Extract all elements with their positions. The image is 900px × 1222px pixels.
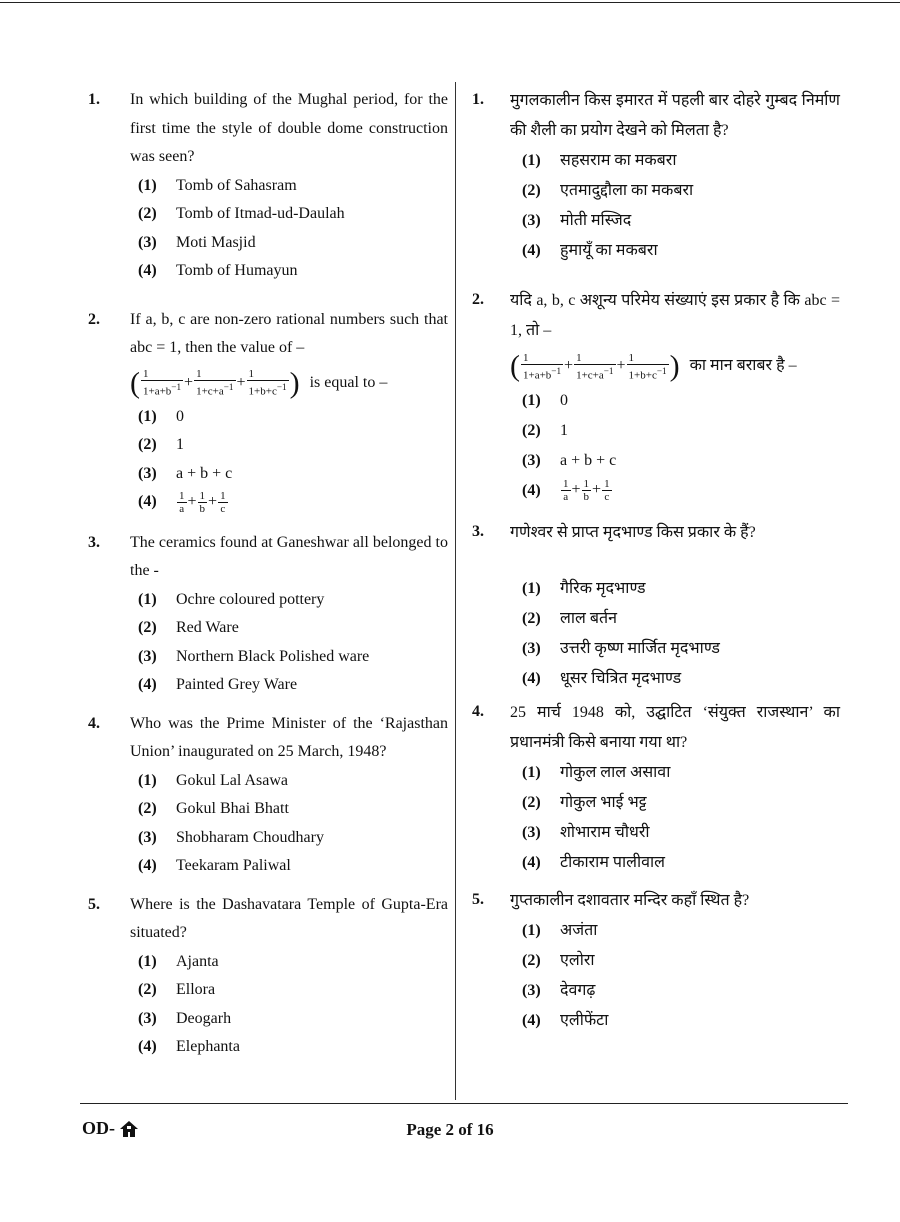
- option-text: गोकुल लाल असावा: [560, 764, 671, 781]
- option-3: [522, 634, 840, 664]
- option-text: Elephanta: [176, 1038, 240, 1055]
- fraction: $\frac{1}{b}$: [199, 489, 206, 515]
- fraction: $\frac{1}{a}$: [179, 489, 185, 515]
- fraction: $\frac{1}{1+a+b^{-1}}$: [523, 351, 562, 382]
- option-text: एलोरा: [560, 952, 595, 969]
- option-number: (1): [522, 922, 541, 939]
- option-text: Red Ware: [176, 619, 239, 636]
- question-text-body: यदि a, b, c अशून्य परिमेय संख्याएं इस प्रकार है कि abc = 1, तो –: [510, 292, 840, 339]
- option-4: [138, 1033, 448, 1062]
- option-number: (4): [138, 676, 157, 693]
- option-number: (3): [138, 464, 157, 482]
- question-text-body: 25 मार्च 1948 को, उद्घाटित ‘संयुक्त राजस्थान’ का प्रधानमंत्री किसे बनाया गया था?: [510, 704, 840, 751]
- option-3: [138, 824, 448, 853]
- question-2: [88, 306, 448, 517]
- question-number: 5.: [472, 891, 484, 908]
- question-1: [88, 86, 448, 286]
- option-2: [522, 604, 840, 634]
- footer-rule: [80, 1103, 848, 1104]
- question-4: [88, 710, 448, 881]
- question-text: [510, 698, 840, 758]
- option-4: [138, 852, 448, 881]
- question-text: [130, 529, 448, 586]
- option-2: [522, 946, 840, 976]
- reciprocal-sum: $\frac{1}{a}$ + $\frac{1}{b}$ + $\frac{1}{c}$: [563, 477, 610, 503]
- option-2: [138, 795, 448, 824]
- option-1: [138, 586, 448, 615]
- question-expression: [510, 346, 840, 386]
- question-1: [472, 86, 840, 266]
- option-1: [522, 574, 840, 604]
- question-number: 3.: [88, 533, 100, 551]
- expression-tail: is equal to –: [305, 373, 388, 391]
- option-text: शोभाराम चौधरी: [560, 824, 650, 841]
- question-4: [472, 698, 840, 878]
- option-text: Painted Grey Ware: [176, 676, 298, 693]
- option-text: Gokul Lal Asawa: [176, 771, 288, 789]
- option-text: गोकुल भाई भट्ट: [560, 794, 647, 811]
- option-text: टीकाराम पालीवाल: [560, 854, 666, 871]
- expression: ( $\frac{1}{1+a+b^{-1}}$ + $\frac{1}{1+c+a^{-1}}$ + $\frac{1}{1+b+c^{-1}}$ ): [510, 349, 680, 383]
- option-3: [522, 206, 840, 236]
- reciprocal-sum: $\frac{1}{a}$ + $\frac{1}{b}$ + $\frac{1}{c}$: [179, 489, 226, 515]
- spacer: [472, 548, 840, 574]
- fraction: $\frac{1}{1+b+c^{-1}}$: [248, 368, 287, 398]
- option-4: [138, 257, 448, 286]
- option-number: (2): [522, 952, 541, 969]
- option-text: Tomb of Itmad-ud-Daulah: [176, 205, 345, 222]
- option-number: (4): [138, 857, 157, 874]
- option-2: [138, 200, 448, 229]
- question-number: 2.: [472, 291, 484, 308]
- question-number: 5.: [88, 895, 100, 913]
- question-text: [510, 86, 840, 146]
- option-number: (2): [138, 436, 157, 453]
- option-text: Gokul Bhai Bhatt: [176, 800, 289, 817]
- option-text: a + b + c: [176, 464, 233, 482]
- option-text: Shobharam Choudhary: [176, 828, 324, 846]
- option-1: [138, 403, 448, 432]
- option-4: [522, 1006, 840, 1036]
- question-text-body: Where is the Dashavatara Temple of Gupta-Era situated?: [130, 895, 448, 941]
- question-text-body: मुगलकालीन किस इमारत में पहली बार दोहरे गुम्बद निर्माण की शैली का प्रयोग देखने को मिलता है?: [510, 92, 840, 139]
- column-divider: [455, 82, 456, 1100]
- option-2: [522, 416, 840, 446]
- option-number: (3): [522, 212, 541, 229]
- question-text-body: Who was the Prime Minister of the ‘Rajasthan Union’ inaugurated on 25 March, 1948?: [130, 714, 448, 760]
- fraction: $\frac{1}{1+a+b^{-1}}$: [143, 368, 182, 398]
- option-text: Ellora: [176, 981, 216, 998]
- option-text: लाल बर्तन: [560, 610, 617, 627]
- option-number: (2): [138, 619, 157, 636]
- question-number: 3.: [472, 523, 484, 540]
- option-number: (2): [522, 182, 541, 199]
- option-4: [522, 664, 840, 694]
- question-text-body: If a, b, c are non-zero rational numbers such that abc = 1, then the value of –: [130, 310, 448, 356]
- question-3: [88, 529, 448, 700]
- option-1: [522, 758, 840, 788]
- question-2: [472, 286, 840, 506]
- option-2: [138, 431, 448, 460]
- question-number: 1.: [472, 91, 484, 108]
- question-text: [130, 891, 448, 948]
- fraction: $\frac{1}{1+c+a^{-1}}$: [576, 351, 614, 382]
- option-number: (4): [138, 262, 157, 279]
- question-text-body: गणेश्वर से प्राप्त मृदभाण्ड किस प्रकार के हैं?: [510, 524, 756, 541]
- fraction: $\frac{1}{c}$: [604, 477, 610, 503]
- option-4: [138, 671, 448, 700]
- option-number: (4): [522, 854, 541, 871]
- option-3: [522, 976, 840, 1006]
- option-1: [138, 948, 448, 977]
- question-text: [510, 886, 840, 916]
- option-text: Deogarh: [176, 1009, 232, 1027]
- option-3: [522, 446, 840, 476]
- option-4: [522, 476, 840, 506]
- question-text: [510, 518, 840, 548]
- paper-code-text: OD-: [82, 1118, 115, 1138]
- option-number: (2): [522, 610, 541, 627]
- option-number: (4): [138, 493, 157, 510]
- option-2: [522, 788, 840, 818]
- option-number: (1): [522, 580, 541, 597]
- option-number: (2): [138, 205, 157, 222]
- expression-tail: का मान बराबर है –: [685, 357, 797, 374]
- option-number: (1): [138, 590, 157, 608]
- option-number: (4): [522, 670, 541, 687]
- question-number: 4.: [88, 714, 100, 732]
- option-text: 1: [176, 436, 184, 453]
- option-4: [138, 488, 448, 517]
- option-number: (3): [138, 828, 157, 846]
- option-text: अजंता: [560, 922, 598, 939]
- option-number: (4): [138, 1038, 157, 1055]
- question-3: [472, 518, 840, 694]
- option-number: (1): [522, 152, 541, 169]
- question-text: [510, 286, 840, 346]
- option-3: [138, 1005, 448, 1034]
- option-number: (1): [522, 764, 541, 781]
- option-1: [522, 916, 840, 946]
- option-text: a + b + c: [560, 452, 617, 469]
- option-1: [522, 146, 840, 176]
- option-text: Tomb of Humayun: [176, 262, 298, 279]
- option-number: (2): [138, 800, 157, 817]
- option-text: Ochre coloured pottery: [176, 590, 325, 608]
- question-expression: [130, 363, 448, 403]
- option-number: (2): [138, 981, 157, 998]
- option-text: गैरिक मृदभाण्ड: [560, 580, 646, 597]
- option-text: Ajanta: [176, 952, 219, 970]
- hindi-column: [472, 86, 840, 1036]
- option-text: धूसर चित्रित मृदभाण्ड: [560, 670, 682, 687]
- option-text: 0: [560, 392, 568, 409]
- option-number: (3): [138, 647, 157, 665]
- option-number: (2): [522, 794, 541, 811]
- option-number: (1): [138, 176, 157, 194]
- option-text: 0: [176, 407, 184, 425]
- option-text: देवगढ़: [560, 982, 596, 999]
- option-2: [138, 976, 448, 1005]
- expression: ( $\frac{1}{1+a+b^{-1}}$ + $\frac{1}{1+c+a^{-1}}$ + $\frac{1}{1+b+c^{-1}}$ ): [130, 365, 300, 399]
- option-number: (3): [522, 824, 541, 841]
- option-text: Moti Masjid: [176, 233, 256, 251]
- option-3: [138, 229, 448, 258]
- question-text: [130, 86, 448, 172]
- question-text: [130, 306, 448, 363]
- question-5: [88, 891, 448, 1062]
- option-4: [522, 236, 840, 266]
- fraction: $\frac{1}{b}$: [583, 477, 590, 503]
- question-text-body: The ceramics found at Ganeshwar all belonged to the -: [130, 533, 448, 579]
- option-number: (3): [522, 640, 541, 657]
- option-1: [138, 172, 448, 201]
- option-number: (1): [138, 952, 157, 970]
- option-text: एतमादुद्दौला का मकबरा: [560, 182, 694, 199]
- option-number: (4): [522, 482, 541, 499]
- option-text: 1: [560, 422, 568, 439]
- option-number: (4): [522, 1012, 541, 1029]
- question-text-body: गुप्तकालीन दशावतार मन्दिर कहाँ स्थित है?: [510, 892, 750, 909]
- option-1: [522, 386, 840, 416]
- option-4: [522, 848, 840, 878]
- option-number: (3): [522, 982, 541, 999]
- fraction: $\frac{1}{1+b+c^{-1}}$: [628, 351, 667, 382]
- option-text: Northern Black Polished ware: [176, 647, 370, 665]
- option-2: [138, 614, 448, 643]
- option-text: सहसराम का मकबरा: [560, 152, 677, 169]
- option-number: (1): [138, 771, 157, 789]
- question-text-body: In which building of the Mughal period, for the first time the style of double dome construction was seen?: [130, 91, 448, 165]
- option-number: (3): [138, 1009, 157, 1027]
- fraction: $\frac{1}{a}$: [563, 477, 569, 503]
- question-5: [472, 886, 840, 1036]
- question-number: 2.: [88, 310, 100, 328]
- option-number: (4): [522, 242, 541, 259]
- fraction: $\frac{1}{1+c+a^{-1}}$: [196, 368, 234, 398]
- question-number: 4.: [472, 703, 484, 720]
- option-number: (3): [138, 233, 157, 251]
- option-text: मोती मस्जिद: [560, 212, 632, 229]
- option-number: (3): [522, 452, 541, 469]
- option-2: [522, 176, 840, 206]
- option-1: [138, 767, 448, 796]
- option-3: [138, 460, 448, 489]
- option-3: [522, 818, 840, 848]
- option-number: (2): [522, 422, 541, 439]
- fraction: $\frac{1}{c}$: [220, 489, 226, 515]
- option-3: [138, 643, 448, 672]
- page-number: Page 2 of 16: [406, 1120, 494, 1139]
- option-text: हुमायूँ का मकबरा: [560, 242, 658, 259]
- question-text: [130, 710, 448, 767]
- question-number: 1.: [88, 91, 100, 108]
- option-text: एलीफेंटा: [560, 1012, 609, 1029]
- option-number: (1): [522, 392, 541, 409]
- option-text: Teekaram Paliwal: [176, 857, 291, 874]
- english-column: [88, 86, 448, 1062]
- option-number: (1): [138, 407, 157, 425]
- option-text: उत्तरी कृष्ण मार्जित मृदभाण्ड: [560, 640, 720, 657]
- option-text: Tomb of Sahasram: [176, 176, 297, 194]
- top-rule: [0, 2, 900, 3]
